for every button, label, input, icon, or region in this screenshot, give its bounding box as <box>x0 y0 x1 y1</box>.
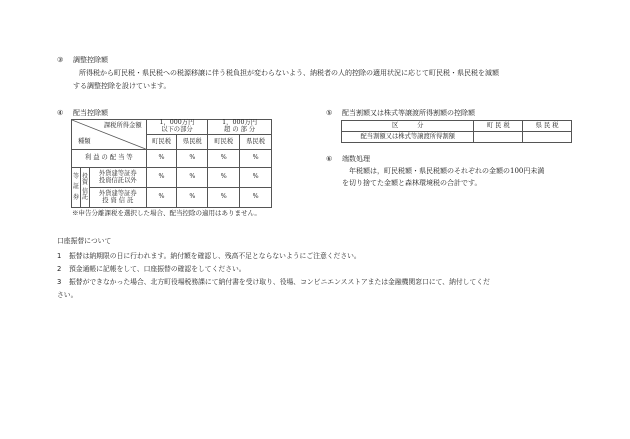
group-char: 投 <box>81 172 88 180</box>
col-group-over-10m <box>208 120 272 135</box>
section6-paragraph-line1: 年税額は，町民税額・県民税額のそれぞれの金額の100円未満 <box>349 167 545 175</box>
section3-paragraph-line1: 所得税から町民税・県民税への税源移譲に伴う税負担が変わらないよう、納税者の人的控除の適用状況に応じて町民税・県民税を減額 <box>79 69 499 77</box>
section6-paragraph-line2: を切り捨てた金額と森林環境税の合計です。 <box>342 179 482 187</box>
item-text: 振替ができなかった場合、北方町役場税務課にて納付書を受け取り、役場、コンビニエンスストアまたは金融機関窓口にて、納付してくだ <box>69 278 490 286</box>
header-category: 区 分 <box>342 121 474 132</box>
section5-number: ⑤ <box>326 109 333 117</box>
row-dividends-value: % <box>208 150 240 168</box>
subcol-town-tax-2: 町民税 <box>208 135 240 150</box>
section3-title: 調整控除額 <box>73 56 108 64</box>
header-income-label: 課税所得金額 <box>103 122 142 129</box>
col-group-over-10m-line2: 超 の 部 分 <box>224 126 256 133</box>
section3-paragraph-line2: する調整控除を設けています。 <box>73 82 171 90</box>
row-foreign-trust-value: % <box>240 188 272 208</box>
row-foreign-trust-value: % <box>208 188 240 208</box>
account-transfer-item-3-continuation: さい。 <box>57 291 78 299</box>
col-group-under-10m-line2: 以下の部分 <box>161 126 193 133</box>
row-foreign-trust-value: % <box>177 188 208 208</box>
header-type-label: 種類 <box>78 138 91 146</box>
row-non-foreign-label-line1: 外貨建等証券 <box>98 169 137 177</box>
row-non-foreign-value: % <box>177 168 208 188</box>
subcol-town-tax-1: 町民税 <box>146 135 177 150</box>
account-transfer-item-3 <box>57 278 490 286</box>
section4-number: ④ <box>57 109 64 117</box>
row-foreign-trust-label-line2: 投 資 信 託 <box>102 196 134 204</box>
item-number: 2 <box>57 265 62 273</box>
section4-note: ※申告分離課税を選択した場合、配当控除の適用はありません。 <box>72 209 261 217</box>
row-withholding-label: 配当割額又は株式等譲渡所得割額 <box>342 132 474 143</box>
account-transfer-item-1 <box>57 252 361 260</box>
row-dividends-value: % <box>146 150 177 168</box>
group-char: 等 <box>72 173 79 181</box>
group-char: 券 <box>72 193 79 201</box>
row-dividends-value: % <box>240 150 272 168</box>
section5-title: 配当割額又は株式等譲渡所得割額の控除額 <box>342 109 475 117</box>
item-text: 振替は納期限の日に行われます。納付額を確認し、残高不足とならないようにご注意ください。 <box>69 252 361 260</box>
col-group-under-10m-line1: 1，000万円 <box>159 119 195 127</box>
group-char: 資 <box>81 179 88 187</box>
group-label-securities <box>72 168 81 208</box>
row-withholding-town-value <box>474 132 523 143</box>
row-non-foreign-value: % <box>240 168 272 188</box>
withholding-deduction-table <box>341 120 572 143</box>
row-dividends-label: 利 益 の 配 当 等 <box>72 150 147 168</box>
section3-number: ③ <box>57 56 64 64</box>
row-non-foreign-label <box>89 168 146 188</box>
subcol-prefectural-tax-2: 県民税 <box>240 135 272 150</box>
item-number: 1 <box>57 252 62 260</box>
row-foreign-trust-label <box>89 188 146 208</box>
table-diagonal-header-cell <box>72 120 147 150</box>
section6-number: ⑥ <box>326 155 333 163</box>
row-foreign-trust-label-line1: 外貨建等証券 <box>98 189 137 197</box>
item-number: 3 <box>57 278 62 286</box>
section6-title: 端数処理 <box>342 155 370 163</box>
group-label-investment-trust <box>80 168 89 208</box>
section4-title: 配当控除額 <box>73 109 108 117</box>
dividend-deduction-table <box>71 119 272 208</box>
row-non-foreign-value: % <box>146 168 177 188</box>
row-non-foreign-label-line2: 投資信託以外 <box>98 176 137 184</box>
row-foreign-trust-value: % <box>146 188 177 208</box>
group-char: 証 <box>72 183 79 191</box>
header-town-tax: 町 民 税 <box>474 121 523 132</box>
group-char: 託 <box>81 193 88 201</box>
row-non-foreign-value: % <box>208 168 240 188</box>
group-char: 信 <box>81 187 88 195</box>
row-dividends-value: % <box>177 150 208 168</box>
header-prefectural-tax: 県 民 税 <box>523 121 572 132</box>
subcol-prefectural-tax-1: 県民税 <box>177 135 208 150</box>
item-text: 預金通帳に記帳をして、口座振替の確認をしてください。 <box>69 265 246 273</box>
account-transfer-item-2 <box>57 265 246 273</box>
col-group-under-10m <box>146 120 208 135</box>
row-withholding-prefectural-value <box>523 132 572 143</box>
col-group-over-10m-line1: 1，000万円 <box>222 119 258 127</box>
account-transfer-title: 口座振替について <box>57 237 112 245</box>
